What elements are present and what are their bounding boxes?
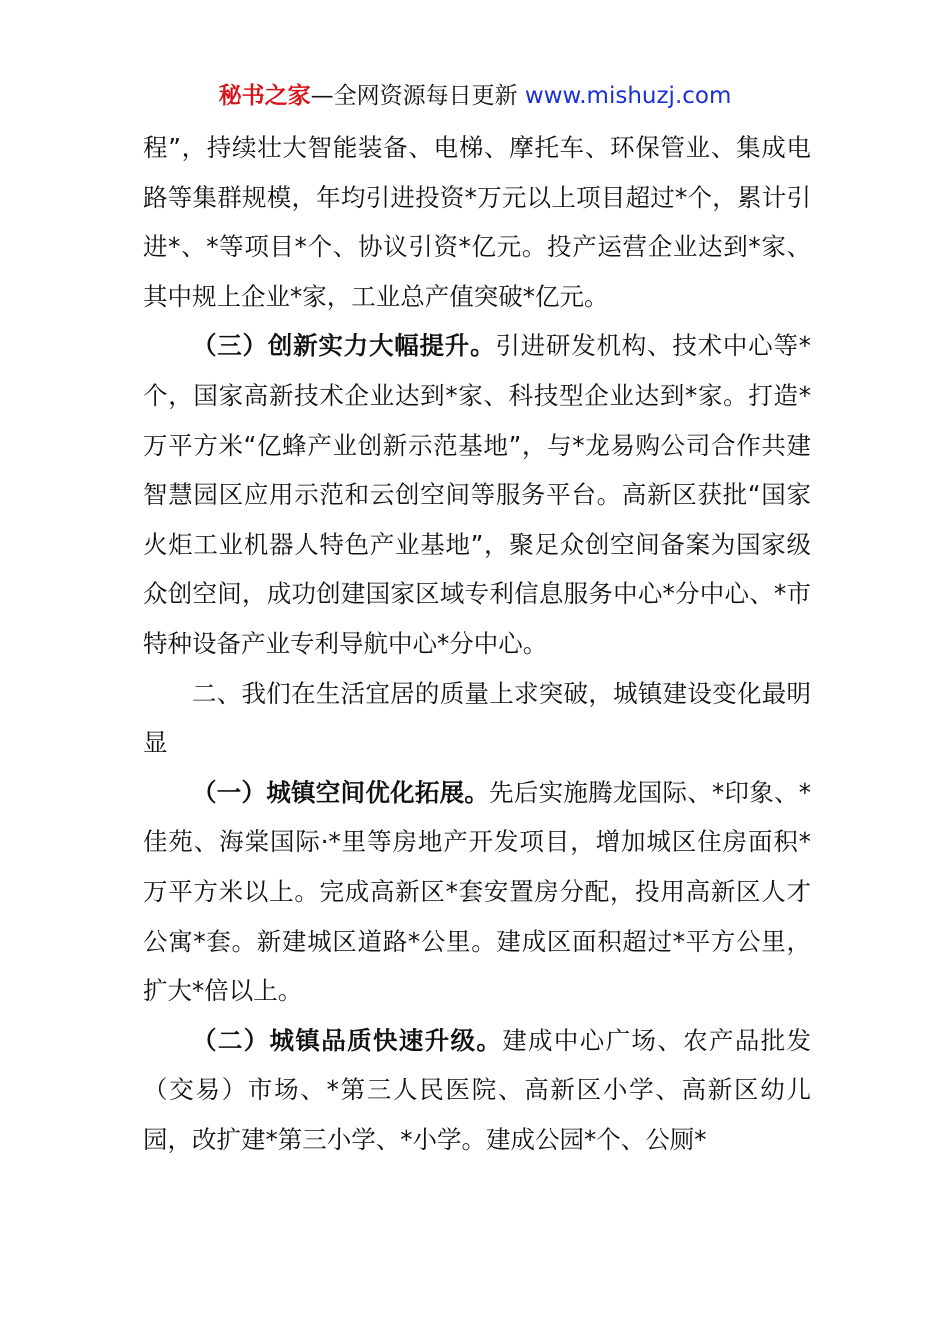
paragraph-1 — [143, 123, 811, 321]
header-url[interactable]: www.mishuzj.com — [524, 83, 732, 109]
paragraph-4 — [143, 768, 811, 1016]
paragraph-4-text: 先后实施腾龙国际、*印象、*佳苑、海棠国际·*里等房地产开发项目，增加城区住房面积*万平方米以上。完成高新区*套安置房分配，投用高新区人才公寓*套。新建城区道路*公里。建成区面积超过*平方公里，扩大*倍以上。 — [143, 777, 812, 1006]
page-header — [0, 80, 950, 112]
paragraph-5-lead: （二）城镇品质快速升级。 — [192, 1025, 503, 1055]
section-heading-2 — [143, 669, 811, 768]
paragraph-5 — [143, 1016, 811, 1165]
header-brand: 秘书之家 — [218, 83, 311, 109]
section-heading-2-text: 二、我们在生活宜居的质量上求突破，城镇建设变化最明显 — [143, 678, 811, 758]
paragraph-2-lead: （三）创新实力大幅提升。 — [192, 331, 496, 361]
document-body — [143, 123, 811, 1164]
paragraph-2-text: 引进研发机构、技术中心等*个，国家高新技术企业达到*家、科技型企业达到*家。打造*万平方米“亿蜂产业创新示范基地”，与*龙易购公司合作共建智慧园区应用示范和云创空间等服务平台。高新区获批“国家火炬工业机器人特色产业基地”，聚足众创空间备案为国家级众创空间，成功创建国家区域专利信息服务中心*分中心、*市特种设备产业专利导航中心*分中心。 — [143, 331, 811, 658]
paragraph-4-lead: （一）城镇空间优化拓展。 — [192, 777, 490, 807]
paragraph-2 — [143, 321, 811, 668]
paragraph-5-text: 建成中心广场、农产品批发（交易）市场、*第三人民医院、高新区小学、高新区幼儿园，改扩建*第三小学、*小学。建成公园*个、公厕* — [143, 1025, 812, 1154]
paragraph-1-text: 程”，持续壮大智能装备、电梯、摩托车、环保管业、集成电路等集群规模，年均引进投资*万元以上项目超过*个，累计引进*、*等项目*个、协议引资*亿元。投产运营企业达到*家、其中规上企业*家，工业总产值突破*亿元。 — [143, 133, 811, 311]
header-tagline: —全网资源每日更新 — [310, 83, 518, 109]
